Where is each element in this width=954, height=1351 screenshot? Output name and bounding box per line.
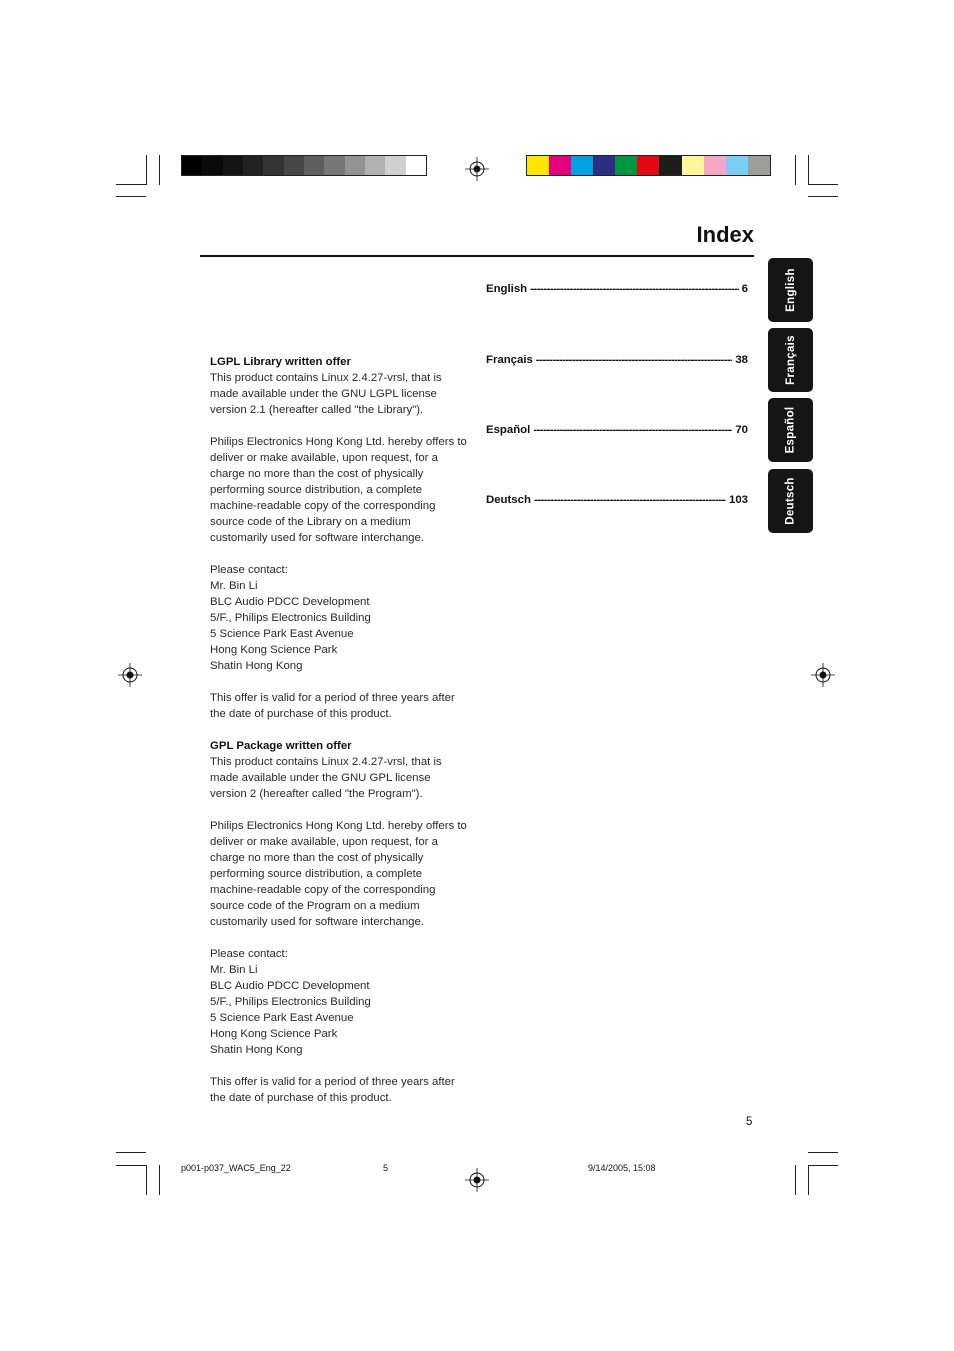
- text-line: charge no more than the cost of physically: [210, 852, 424, 864]
- page-number: 5: [746, 1116, 753, 1128]
- text-line: 5 Science Park East Avenue: [210, 628, 354, 640]
- cmyk-color-bar: [526, 155, 771, 176]
- color-swatch: [345, 156, 365, 175]
- color-swatch: [385, 156, 405, 175]
- text-line: Shatin Hong Kong: [210, 1044, 303, 1056]
- color-swatch: [615, 156, 637, 175]
- text-line: BLC Audio PDCC Development: [210, 980, 370, 992]
- text-line: This product contains Linux 2.4.27-vrsl, that is: [210, 756, 442, 768]
- text-line: Shatin Hong Kong: [210, 660, 303, 672]
- text-line: machine-readable copy of the corresponding: [210, 884, 436, 896]
- color-swatch: [527, 156, 549, 175]
- tab-label: Español: [784, 406, 797, 454]
- crop-mark: [116, 1165, 146, 1166]
- color-swatch: [682, 156, 704, 175]
- text-line: Philips Electronics Hong Kong Ltd. hereby offers to: [210, 436, 467, 448]
- crop-mark: [808, 184, 838, 185]
- tab-label: Deutsch: [784, 477, 797, 525]
- index-entry-espanol[interactable]: [486, 424, 748, 436]
- text-line: Hong Kong Science Park: [210, 644, 338, 656]
- crop-mark: [808, 1165, 809, 1195]
- text-line: the date of purchase of this product.: [210, 708, 392, 720]
- registration-target-icon: [465, 157, 489, 181]
- registration-target-icon: [118, 663, 142, 687]
- index-entry-page: 70: [735, 424, 748, 436]
- crop-mark: [159, 155, 160, 185]
- gpl-heading: GPL Package written offer: [210, 740, 352, 752]
- tab-espanol[interactable]: [768, 398, 813, 462]
- text-line: made available under the GNU LGPL license: [210, 388, 437, 400]
- index-entry-label: Français: [486, 354, 533, 366]
- lgpl-contact: [210, 562, 472, 674]
- index-entry-page: 6: [741, 283, 748, 295]
- color-swatch: [182, 156, 202, 175]
- text-line: the date of purchase of this product.: [210, 1092, 392, 1104]
- crop-mark: [116, 184, 146, 185]
- color-swatch: [549, 156, 571, 175]
- index-entry-english[interactable]: [486, 283, 748, 295]
- color-swatch: [202, 156, 222, 175]
- crop-mark: [808, 196, 838, 197]
- color-swatch: [637, 156, 659, 175]
- color-swatch: [263, 156, 283, 175]
- text-line: 5/F., Philips Electronics Building: [210, 996, 371, 1008]
- leader-dots: [534, 494, 726, 506]
- text-line: machine-readable copy of the corresponding: [210, 500, 436, 512]
- text-line: Philips Electronics Hong Kong Ltd. hereby offers to: [210, 820, 467, 832]
- lgpl-para1: [210, 370, 472, 418]
- text-line: made available under the GNU GPL license: [210, 772, 431, 784]
- color-swatch: [593, 156, 615, 175]
- text-line: customarily used for software interchange.: [210, 532, 424, 544]
- text-line: 5 Science Park East Avenue: [210, 1012, 354, 1024]
- color-swatch: [406, 156, 426, 175]
- lgpl-para2: [210, 434, 472, 546]
- color-swatch: [365, 156, 385, 175]
- index-entry-label: Español: [486, 424, 531, 436]
- tab-deutsch[interactable]: [768, 469, 813, 533]
- leader-dots: [530, 283, 739, 295]
- license-offer-column: [210, 354, 472, 1106]
- text-line: customarily used for software interchange.: [210, 916, 424, 928]
- text-line: deliver or make available, upon request, for a: [210, 836, 438, 848]
- title-rule: [200, 255, 754, 257]
- lgpl-validity: [210, 690, 472, 722]
- crop-mark: [808, 155, 809, 185]
- leader-dots: [536, 354, 732, 366]
- crop-mark: [159, 1165, 160, 1195]
- crop-mark: [146, 155, 147, 185]
- color-swatch: [243, 156, 263, 175]
- text-line: Mr. Bin Li: [210, 580, 258, 592]
- crop-mark: [795, 1165, 796, 1195]
- color-swatch: [324, 156, 344, 175]
- tab-label: Français: [784, 335, 797, 385]
- index-entry-page: 103: [728, 494, 748, 506]
- text-line: Please contact:: [210, 948, 288, 960]
- crop-mark: [116, 196, 146, 197]
- color-swatch: [659, 156, 681, 175]
- text-line: Mr. Bin Li: [210, 964, 258, 976]
- color-swatch: [704, 156, 726, 175]
- text-line: This product contains Linux 2.4.27-vrsl, that is: [210, 372, 442, 384]
- text-line: source code of the Library on a medium: [210, 516, 411, 528]
- tab-label: English: [784, 268, 797, 312]
- footer-filename: p001-p037_WAC5_Eng_22: [181, 1163, 291, 1173]
- gpl-para1: [210, 754, 472, 802]
- gpl-contact: [210, 946, 472, 1058]
- index-entry-deutsch[interactable]: [486, 494, 748, 506]
- leader-dots: [533, 424, 732, 436]
- grayscale-color-bar: [181, 155, 427, 176]
- text-line: source code of the Program on a medium: [210, 900, 420, 912]
- footer-timestamp: 9/14/2005, 15:08: [588, 1163, 656, 1173]
- text-line: This offer is valid for a period of three years after: [210, 1076, 455, 1088]
- gpl-validity: [210, 1074, 472, 1106]
- lgpl-heading: LGPL Library written offer: [210, 356, 351, 368]
- tab-francais[interactable]: [768, 328, 813, 392]
- color-swatch: [748, 156, 770, 175]
- footer-page: 5: [383, 1163, 389, 1173]
- text-line: charge no more than the cost of physically: [210, 468, 424, 480]
- registration-target-icon: [811, 663, 835, 687]
- text-line: performing source distribution, a complete: [210, 868, 423, 880]
- gpl-para2: [210, 818, 472, 930]
- text-line: version 2 (hereafter called "the Program").: [210, 788, 423, 800]
- color-swatch: [284, 156, 304, 175]
- text-line: BLC Audio PDCC Development: [210, 596, 370, 608]
- text-line: version 2.1 (hereafter called "the Library").: [210, 404, 424, 416]
- crop-mark: [808, 1165, 838, 1166]
- registration-target-icon: [465, 1168, 489, 1192]
- page-title: Index: [696, 222, 754, 247]
- text-line: This offer is valid for a period of three years after: [210, 692, 455, 704]
- crop-mark: [146, 1165, 147, 1195]
- text-line: deliver or make available, upon request, for a: [210, 452, 438, 464]
- text-line: performing source distribution, a complete: [210, 484, 423, 496]
- index-entry-label: English: [486, 283, 528, 295]
- crop-mark: [808, 1152, 838, 1153]
- index-entry-page: 38: [735, 354, 748, 366]
- text-line: Please contact:: [210, 564, 288, 576]
- crop-mark: [795, 155, 796, 185]
- index-entry-francais[interactable]: [486, 354, 748, 366]
- tab-english[interactable]: [768, 258, 813, 322]
- text-line: 5/F., Philips Electronics Building: [210, 612, 371, 624]
- index-entry-label: Deutsch: [486, 494, 531, 506]
- color-swatch: [571, 156, 593, 175]
- color-swatch: [304, 156, 324, 175]
- text-line: Hong Kong Science Park: [210, 1028, 338, 1040]
- color-swatch: [223, 156, 243, 175]
- color-swatch: [726, 156, 748, 175]
- crop-mark: [116, 1152, 146, 1153]
